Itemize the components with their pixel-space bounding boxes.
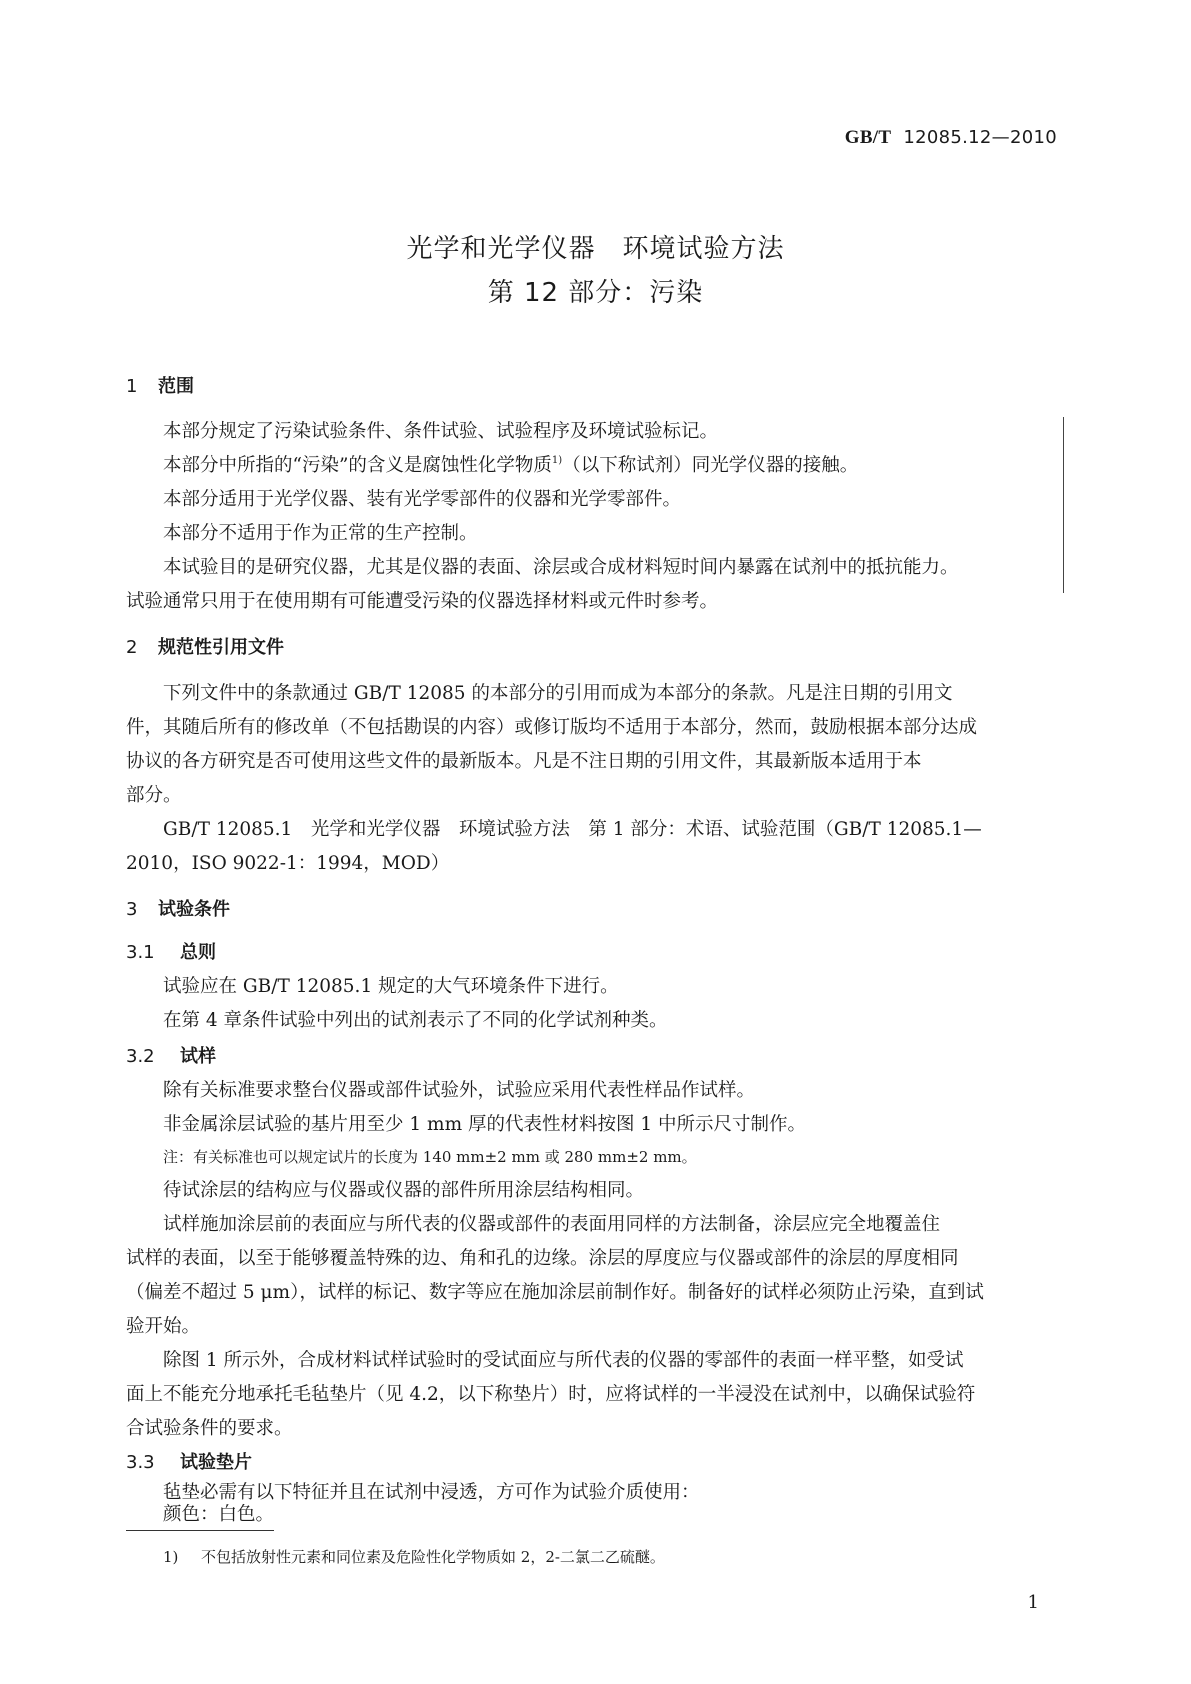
document-title-line2: 第 12 部分：污染 (487, 278, 704, 308)
paragraph: 本部分不适用于作为正常的生产控制。 (163, 523, 478, 544)
section-number: 3 (126, 899, 138, 920)
document-title-line1: 光学和光学仪器 环境试验方法 (406, 234, 785, 264)
section-number: 1 (126, 376, 138, 397)
paragraph-line: 合试验条件的要求。 (126, 1418, 293, 1439)
paragraph: 本部分规定了污染试验条件、条件试验、试验程序及环境试验标记。 (163, 421, 719, 442)
section-heading-3 (126, 895, 230, 921)
text-run: 本部分中所指的“污染”的含义是腐蚀性化学物质 (163, 455, 552, 476)
subsection-title: 试样 (180, 1046, 216, 1067)
reference-line: GB/T 12085.1 光学和光学仪器 环境试验方法 第 1 部分：术语、试验范围（GB/T 12085.1— (163, 819, 982, 840)
footnote-mark: 1) (163, 1548, 179, 1566)
note: 注：有关标准也可以规定试片的长度为 140 mm±2 mm 或 280 mm±2 mm。 (163, 1148, 697, 1166)
paragraph-line: 试验通常只用于在使用期有可能遭受污染的仪器选择材料或元件时参考。 (126, 591, 719, 612)
paragraph (163, 451, 858, 477)
paragraph-line: 验开始。 (126, 1316, 201, 1337)
standard-prefix: GB/T (844, 127, 892, 148)
paragraph-line: 试样施加涂层前的表面应与所代表的仪器或部件的表面用同样的方法制备，涂层应完全地覆盖住 (163, 1214, 941, 1235)
paragraph-line: 除图 1 所示外，合成材料试样试验时的受试面应与所代表的仪器的零部件的表面一样平整，如受试 (163, 1350, 964, 1371)
paragraph-line: 面上不能充分地承托毛毡垫片（见 4.2，以下称垫片）时，应将试样的一半浸没在试剂中，以确保试验符 (126, 1384, 976, 1405)
subsection-heading-3-1 (126, 938, 216, 964)
paragraph: 在第 4 章条件试验中列出的试剂表示了不同的化学试剂种类。 (163, 1010, 668, 1031)
paragraph-line: 协议的各方研究是否可使用这些文件的最新版本。凡是不注日期的引用文件，其最新版本适用于本 (126, 751, 922, 772)
section-title: 范围 (158, 376, 194, 397)
subsection-number: 3.2 (126, 1046, 155, 1067)
section-heading-1 (126, 372, 194, 398)
paragraph-line: （偏差不超过 5 μm），试样的标记、数字等应在施加涂层前制作好。制备好的试样必须防止污染，直到试 (126, 1282, 984, 1303)
paragraph: 本部分适用于光学仪器、装有光学零部件的仪器和光学零部件。 (163, 489, 682, 510)
revision-bar (1063, 417, 1064, 593)
footnote-separator (126, 1530, 274, 1531)
subsection-title: 试验垫片 (180, 1452, 252, 1473)
text-run: （以下称试剂）同光学仪器的接触。 (562, 455, 859, 476)
paragraph: 除有关标准要求整台仪器或部件试验外，试验应采用代表性样品作试样。 (163, 1080, 756, 1101)
reference-line: 2010，ISO 9022-1：1994，MOD） (126, 853, 450, 874)
section-number: 2 (126, 637, 138, 658)
paragraph-line: 下列文件中的条款通过 GB/T 12085 的本部分的引用而成为本部分的条款。凡是注日期的引用文 (163, 683, 953, 704)
paragraph-line: 部分。 (126, 785, 182, 806)
paragraph-line: 本试验目的是研究仪器，尤其是仪器的表面、涂层或合成材料短时间内暴露在试剂中的抵抗能力。 (163, 557, 959, 578)
paragraph-line: 件，其随后所有的修改单（不包括勘误的内容）或修订版均不适用于本部分，然而，鼓励根据本部分达成 (126, 717, 978, 738)
subsection-number: 3.1 (126, 942, 155, 963)
paragraph: 毡垫必需有以下特征并且在试剂中浸透，方可作为试验介质使用： (163, 1482, 700, 1503)
subsection-number: 3.3 (126, 1452, 155, 1473)
subsection-heading-3-3 (126, 1448, 252, 1474)
footnote-reference[interactable]: 1) (551, 455, 563, 466)
paragraph: 待试涂层的结构应与仪器或仪器的部件所用涂层结构相同。 (163, 1180, 645, 1201)
footnote-text: 不包括放射性元素和同位素及危险性化学物质如 2，2-二氯二乙硫醚。 (201, 1548, 665, 1566)
subsection-title: 总则 (180, 942, 216, 963)
standard-code (845, 127, 1057, 149)
subsection-heading-3-2 (126, 1042, 216, 1068)
paragraph: 颜色：白色。 (163, 1504, 275, 1525)
paragraph: 非金属涂层试验的基片用至少 1 mm 厚的代表性材料按图 1 中所示尺寸制作。 (163, 1114, 807, 1135)
paragraph-line: 试样的表面，以至于能够覆盖特殊的边、角和孔的边缘。涂层的厚度应与仪器或部件的涂层的厚度相同 (126, 1248, 959, 1269)
section-heading-2 (126, 633, 284, 659)
footnote (163, 1546, 665, 1567)
paragraph: 试验应在 GB/T 12085.1 规定的大气环境条件下进行。 (163, 976, 619, 997)
section-title: 规范性引用文件 (158, 637, 284, 658)
standard-number: 12085.12—2010 (903, 127, 1057, 148)
page-number: 1 (1027, 1592, 1039, 1613)
section-title: 试验条件 (158, 899, 230, 920)
